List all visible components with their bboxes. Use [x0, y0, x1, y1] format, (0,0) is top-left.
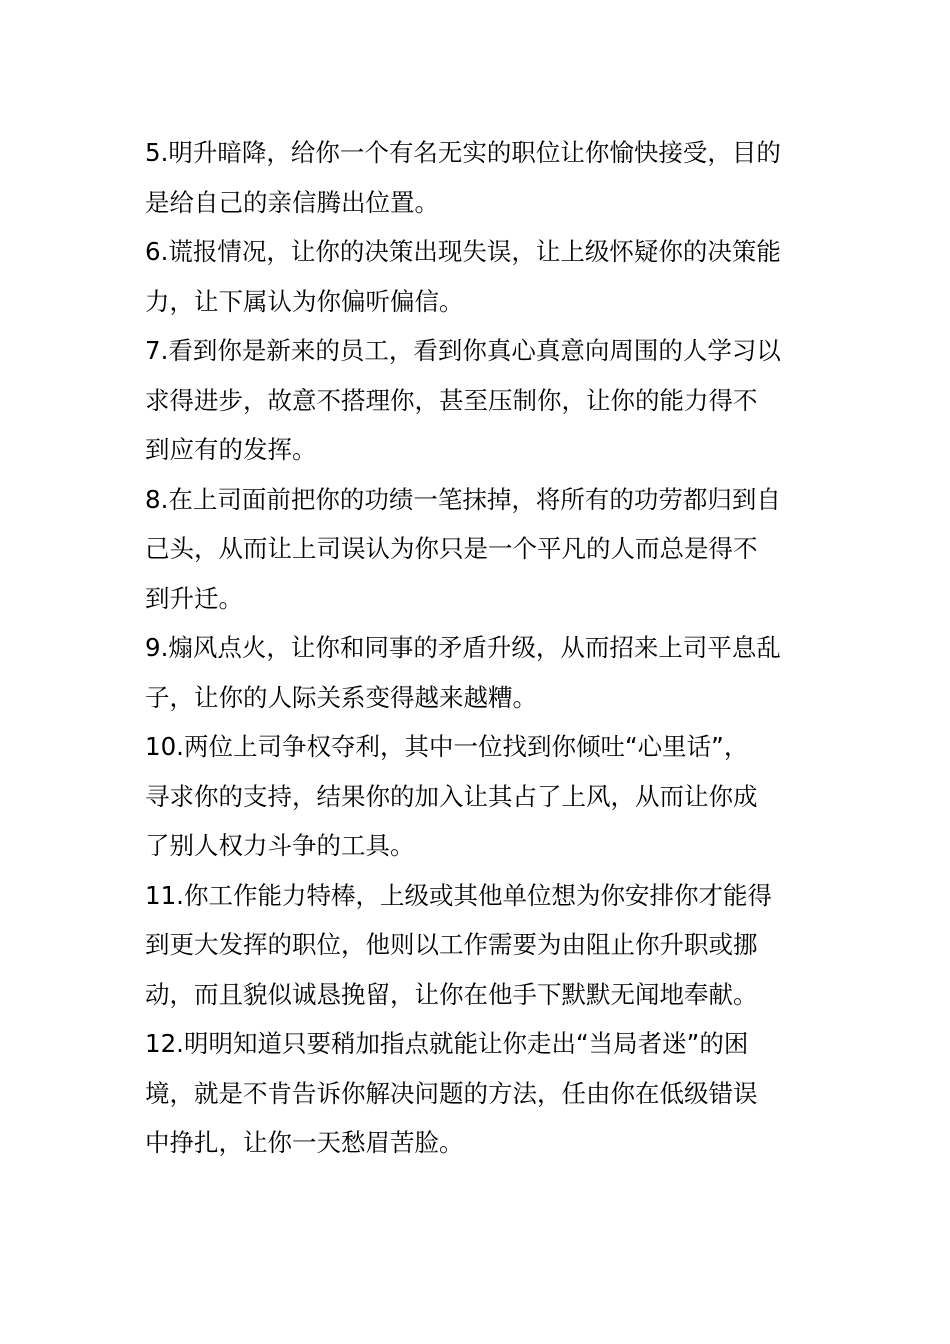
item-12-text-line-1: 明明知道只要稍加指点就能让你走出“当局者迷”的困 [183, 1029, 749, 1058]
item-8-text-line-3: 到升迁。 [145, 583, 243, 613]
item-5-line-1 [145, 128, 809, 178]
item-5-text-line-1: 明升暗降，给你一个有名无实的职位让你愉快接受，目的 [168, 138, 781, 167]
list-item-10 [145, 722, 809, 871]
item-7-text-line-1: 看到你是新来的员工，看到你真心真意向周围的人学习以 [168, 336, 781, 365]
item-12-number: 12. [145, 1029, 184, 1058]
list-item-12 [145, 1019, 809, 1168]
item-10-number: 10. [145, 732, 184, 761]
document-body [145, 128, 809, 1168]
item-6-line-1 [145, 227, 809, 277]
list-item-9 [145, 623, 809, 722]
item-7-line-1 [145, 326, 809, 376]
item-9-number: 9. [145, 633, 169, 662]
item-9-text-line-1: 煽风点火，让你和同事的矛盾升级，从而招来上司平息乱 [168, 633, 781, 662]
item-12-text-line-3: 中挣扎，让你一天愁眉苦脸。 [145, 1128, 464, 1157]
list-item-5 [145, 128, 809, 227]
item-11-text-line-3: 动，而且貌似诚恳挽留，让你在他手下默默无闻地奉献。 [145, 979, 758, 1009]
item-12-text-line-2: 境，就是不肯告诉你解决问题的方法，任由你在低级错误 [145, 1078, 758, 1108]
item-10-text-line-1: 两位上司争权夺利，其中一位找到你倾吐“心里话”， [183, 732, 749, 761]
list-item-8 [145, 475, 809, 624]
item-6-number: 6. [145, 237, 169, 266]
item-9-line-1 [145, 623, 809, 673]
item-5-text-line-2: 是给自己的亲信腾出位置。 [145, 187, 439, 217]
list-item-6 [145, 227, 809, 326]
item-5-number: 5. [145, 138, 169, 167]
item-10-text-line-3: 了别人权力斗争的工具。 [145, 831, 415, 860]
item-6-text-line-1: 谎报情况，让你的决策出现失误，让上级怀疑你的决策能 [168, 237, 781, 266]
item-11-number: 11. [145, 880, 184, 910]
item-11-text-line-2: 到更大发挥的职位，他则以工作需要为由阻止你升职或挪 [145, 930, 758, 959]
item-9-text-line-2: 子，让你的人际关系变得越来越糟。 [145, 682, 537, 712]
item-10-line-1 [145, 722, 809, 772]
item-7-text-line-3: 到应有的发挥。 [145, 435, 317, 464]
item-8-text-line-2: 己头，从而让上司误认为你只是一个平凡的人而总是得不 [145, 534, 758, 563]
item-10-text-line-2: 寻求你的支持，结果你的加入让其占了上风，从而让你成 [145, 781, 758, 811]
list-item-11 [145, 871, 809, 1020]
item-8-text-line-1: 在上司面前把你的功绩一笔抹掉，将所有的功劳都归到自 [168, 484, 781, 514]
item-7-number: 7. [145, 336, 169, 365]
list-item-7 [145, 326, 809, 475]
item-6-text-line-2: 力，让下属认为你偏听偏信。 [145, 286, 464, 316]
item-8-number: 8. [145, 484, 169, 514]
item-11-line-1 [145, 871, 809, 921]
item-12-line-1 [145, 1019, 809, 1069]
item-8-line-1 [145, 475, 809, 525]
item-11-text-line-1: 你工作能力特棒，上级或其他单位想为你安排你才能得 [183, 880, 772, 910]
item-7-text-line-2: 求得进步，故意不搭理你，甚至压制你，让你的能力得不 [145, 385, 758, 415]
